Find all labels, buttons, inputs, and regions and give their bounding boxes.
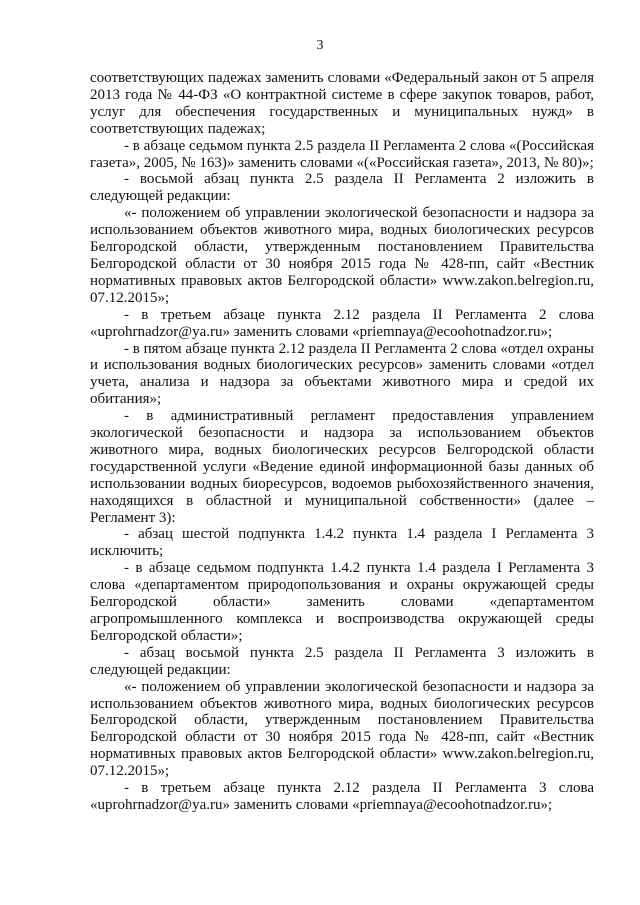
paragraph: соответствующих падежах заменить словами «Федеральный закон от 5 апреля 2013 года № 44-ФЗ «О контрактной системе в сфере закупок товаров, работ, услуг для обеспечения государственных и муниципальных нужд» в соответствующих падежах; <box>90 70 594 137</box>
paragraph: - в пятом абзаце пункта 2.12 раздела II Регламента 2 слова «отдел охраны и использования водных биологических ресурсов» заменить словами «отдел учета, анализа и надзора за объектами животного мира и средой их обитания»; <box>90 340 594 408</box>
page-number: 3 <box>316 38 324 53</box>
paragraph: - в третьем абзаце пункта 2.12 раздела II Регламента 3 слова «uprohrnadzor@ya.ru» заменить словами «priemnaya@ecoohotnadzor.ru»; <box>90 780 594 813</box>
paragraph: - в абзаце седьмом подпункта 1.4.2 пункта 1.4 раздела I Регламента 3 слова «департаментом природопользования и охраны окружающей среды Белгородской области» заменить словами «департаментом агропромышленного комплекса и воспроизводства окружающей среды Белгородской области»; <box>90 560 594 644</box>
paragraph: - в абзаце седьмом пункта 2.5 раздела II Регламента 2 слова «(Российская газета», 2005, № 163)» заменить словами «(«Российская газета», 2013, № 80)»; <box>90 137 594 171</box>
paragraph: - в третьем абзаце пункта 2.12 раздела II Регламента 2 слова «uprohrnadzor@ya.ru» заменить словами «priemnaya@ecoohotnadzor.ru»; <box>90 306 594 340</box>
paragraph: - восьмой абзац пункта 2.5 раздела II Регламента 2 изложить в следующей редакции: <box>90 171 594 205</box>
paragraph: - абзац шестой подпункта 1.4.2 пункта 1.4 раздела I Регламента 3 исключить; <box>90 526 594 560</box>
quoted-paragraph: «- положением об управлении экологической безопасности и надзора за использованием объектов животного мира, водных биологических ресурсов Белгородской области, утвержденным постановлением Правительства Белгородской области от 30 ноября 2015 года № 428-пп, сайт «Вестник нормативных правовых актов Белгородской области» www.zakon.belregion.ru, 07.12.2015»; <box>90 205 594 306</box>
paragraph: - в административный регламент предоставления управлением экологической безопасности и надзора за использованием объектов животного мира, водных биологических ресурсов Белгородской области государственной услуги «Ведение единой информационной базы данных об использовании водных биоресурсов, водоемов рыбохозяйственного значения, находящихся в областной и муниципальной собственности» (далее – Регламент 3): <box>90 408 594 526</box>
paragraph: - абзац восьмой пункта 2.5 раздела II Регламента 3 изложить в следующей редакции: <box>90 644 594 678</box>
document-body <box>90 70 594 814</box>
quoted-paragraph: «- положением об управлении экологической безопасности и надзора за использованием объектов животного мира, водных биологических ресурсов Белгородской области, утвержденным постановлением Правительства Белгородской области от 30 ноября 2015 года № 428-пп, сайт «Вестник нормативных правовых актов Белгородской области» www.zakon.belregion.ru, 07.12.2015»; <box>90 678 594 780</box>
